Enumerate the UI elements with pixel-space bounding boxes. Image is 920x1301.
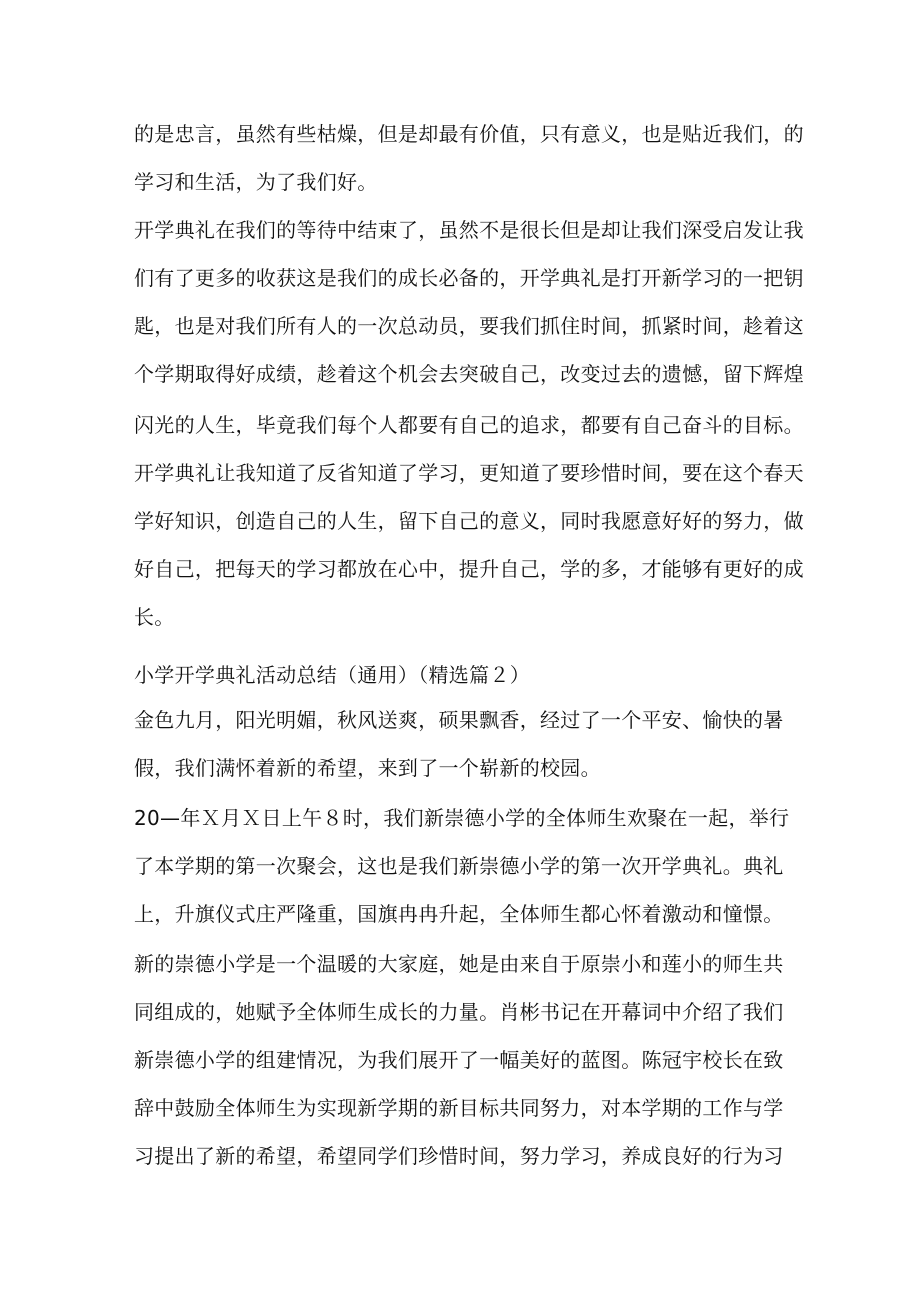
text-line: 个学期取得好成绩，趁着这个机会去突破自己，改变过去的遗憾，留下辉煌 <box>134 362 804 386</box>
text-line: 20—年Ｘ月Ｘ日上午８时，我们新崇德小学的全体师生欢聚在一起，举行 <box>134 806 790 830</box>
text-line: 开学典礼在我们的等待中结束了，虽然不是很长但是却让我们深受启发让我 <box>134 218 804 242</box>
text-line: 匙，也是对我们所有人的一次总动员，要我们抓住时间，抓紧时间，趁着这 <box>134 314 804 338</box>
text-line: 辞中鼓励全体师生为实现新学期的新目标共同努力，对本学期的工作与学 <box>134 1096 784 1120</box>
text-line: 闪光的人生，毕竟我们每个人都要有自己的追求，都要有自己奋斗的目标。 <box>134 413 804 437</box>
text-line: 新的崇德小学是一个温暖的大家庭，她是由来自于原崇小和莲小的师生共 <box>134 952 784 976</box>
text-line: 学习和生活，为了我们好。 <box>134 170 378 194</box>
text-line: 们有了更多的收获这是我们的成长必备的，开学典礼是打开新学习的一把钥 <box>134 266 804 290</box>
section-heading: 小学开学典礼活动总结（通用）（精选篇２） <box>134 663 530 687</box>
text-line: 的是忠言，虽然有些枯燥，但是却最有价值，只有意义，也是贴近我们，的 <box>134 122 804 146</box>
text-line: 习提出了新的希望，希望同学们珍惜时间，努力学习，养成良好的行为习 <box>134 1144 784 1168</box>
text-line: 好自己，把每天的学习都放在心中，提升自己，学的多，才能够有更好的成 <box>134 557 804 581</box>
text-line: 金色九月，阳光明媚，秋风送爽，硕果飘香，经过了一个平安、愉快的暑 <box>134 708 784 732</box>
text-line: 了本学期的第一次聚会，这也是我们新崇德小学的第一次开学典礼。典礼 <box>134 854 784 878</box>
text-line: 新崇德小学的组建情况，为我们展开了一幅美好的蓝图。陈冠宇校长在致 <box>134 1048 784 1072</box>
text-line: 学好知识，创造自己的人生，留下自己的意义，同时我愿意好好的努力，做 <box>134 509 804 533</box>
text-line: 开学典礼让我知道了反省知道了学习，更知道了要珍惜时间，要在这个春天 <box>134 461 804 485</box>
text-line: 长。 <box>134 605 175 629</box>
text-line: 同组成的，她赋予全体师生成长的力量。肖彬书记在开幕词中介绍了我们 <box>134 1000 784 1024</box>
text-line: 上，升旗仪式庄严隆重，国旗冉冉升起，全体师生都心怀着激动和憧憬。 <box>134 902 784 926</box>
text-line: 假，我们满怀着新的希望，来到了一个崭新的校园。 <box>134 756 601 780</box>
